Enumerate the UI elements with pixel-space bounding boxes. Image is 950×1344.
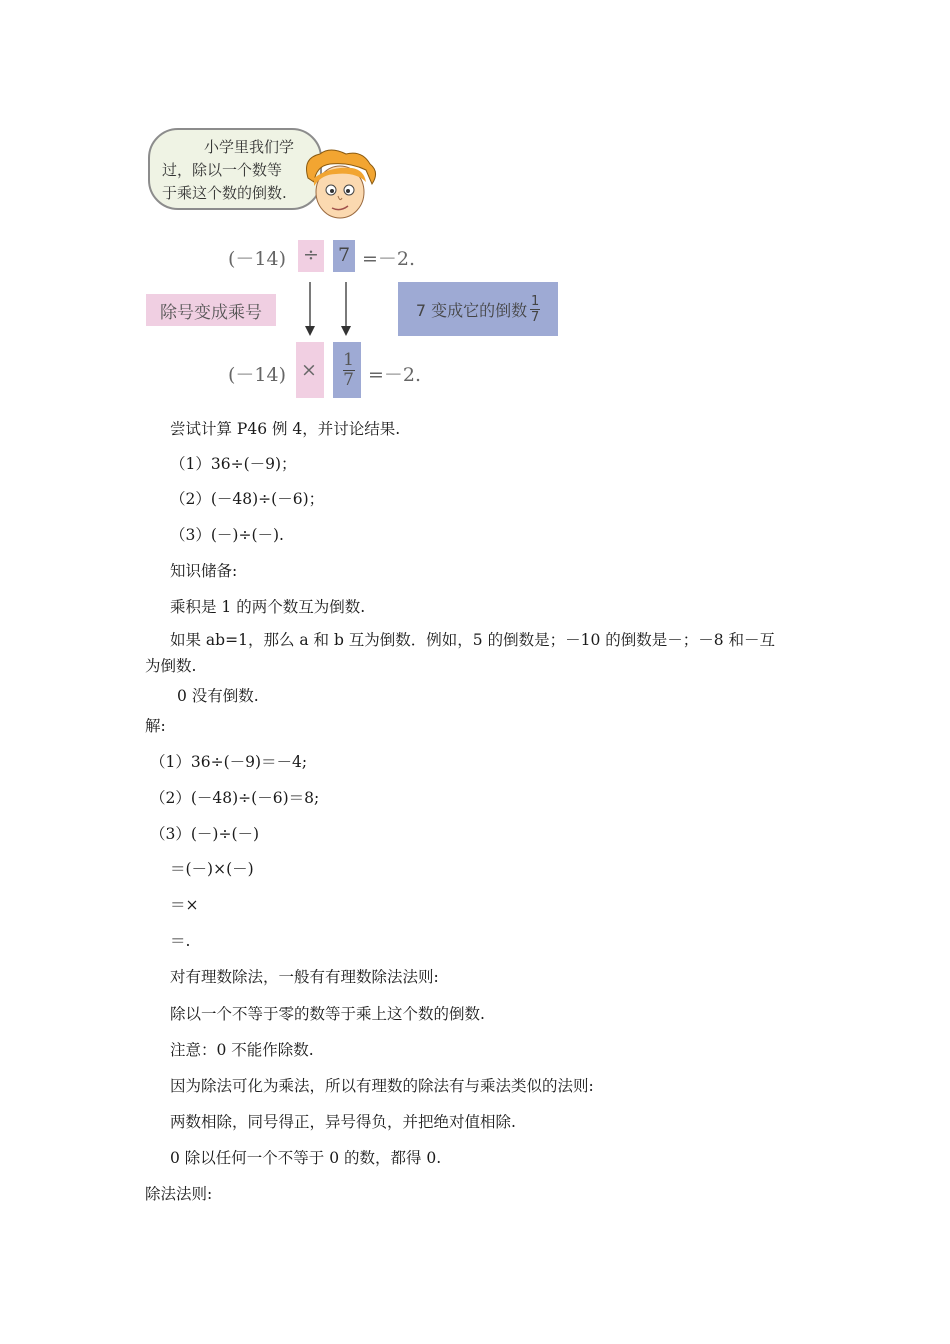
division-rule-3: 0 除以任何一个不等于 0 的数，都得 0.	[170, 1149, 442, 1167]
question-1: （1）36÷(－9)；	[170, 455, 297, 473]
solution-heading: 解:	[145, 717, 166, 735]
reciprocal-fraction	[343, 349, 355, 390]
solution-3-step-a: ＝(－)×(－)	[170, 860, 254, 878]
division-rule-2: 两数相除，同号得正，异号得负，并把绝对值相除.	[170, 1113, 516, 1131]
label-fraction-numerator: 1	[531, 293, 540, 309]
try-statement: 尝试计算 P46 例 4，并讨论结果.	[170, 420, 401, 438]
reciprocal-example-line-1: 如果 ab=1，那么 a 和 b 互为倒数．例如，5 的倒数是；－10 的倒数是－；－8 和－互	[170, 631, 776, 649]
divide-box	[298, 240, 324, 272]
row2-left: (－14)	[228, 364, 287, 386]
divide-sign: ÷	[303, 244, 319, 266]
seven-box	[333, 240, 355, 272]
question-2: （2）(－48)÷(－6)；	[170, 490, 325, 508]
solution-2: （2）(－48)÷(－6)＝8;	[150, 789, 320, 807]
label-divide-to-multiply: 除号变成乘号	[146, 294, 276, 326]
arrows-down-icon	[300, 280, 360, 340]
speech-bubble	[148, 128, 322, 210]
multiply-box	[296, 342, 324, 398]
label-seven-reciprocal	[398, 282, 558, 336]
reciprocal-numerator: 1	[343, 349, 354, 370]
label-fraction-denominator: 7	[531, 309, 540, 325]
reciprocal-definition: 乘积是 1 的两个数互为倒数.	[170, 598, 366, 616]
question-3: （3）(－)÷(－).	[170, 526, 284, 544]
rule-intro: 对有理数除法，一般有有理数除法法则:	[170, 968, 439, 986]
knowledge-prep-heading: 知识储备:	[170, 562, 238, 580]
bubble-line-2: 过，除以一个数等	[162, 161, 283, 179]
solution-3-step-c: ＝.	[170, 932, 191, 950]
row1-left: (－14)	[228, 248, 287, 270]
solution-1: （1）36÷(－9)＝－4;	[150, 753, 308, 771]
seven-number: 7	[338, 244, 351, 266]
solution-3: （3）(－)÷(－)	[150, 825, 260, 843]
cartoon-boy-icon	[300, 148, 380, 222]
reciprocal-box	[333, 342, 361, 398]
label-seven-reciprocal-text: 7 变成它的倒数	[415, 300, 528, 320]
row2-right: =－2.	[368, 364, 422, 386]
zero-no-reciprocal: 0 没有倒数.	[177, 687, 259, 705]
solution-3-step-b: ＝×	[170, 896, 199, 914]
label-fraction	[530, 295, 540, 324]
row1-right: =－2.	[362, 248, 416, 270]
bubble-line-3: 于乘这个数的倒数.	[162, 184, 287, 202]
rule-note: 注意：0 不能作除数.	[170, 1041, 314, 1059]
division-rule-1: 除以一个不等于零的数等于乘上这个数的倒数.	[170, 1005, 485, 1023]
rule-2-intro: 因为除法可化为乘法，所以有理数的除法有与乘法类似的法则:	[170, 1077, 594, 1095]
reciprocal-example-line-2: 为倒数.	[145, 657, 197, 675]
multiply-sign: ×	[301, 359, 317, 381]
division-rule-heading: 除法法则:	[145, 1185, 213, 1203]
bubble-line-1: 小学里我们学	[204, 138, 295, 156]
reciprocal-denominator: 7	[343, 369, 354, 390]
